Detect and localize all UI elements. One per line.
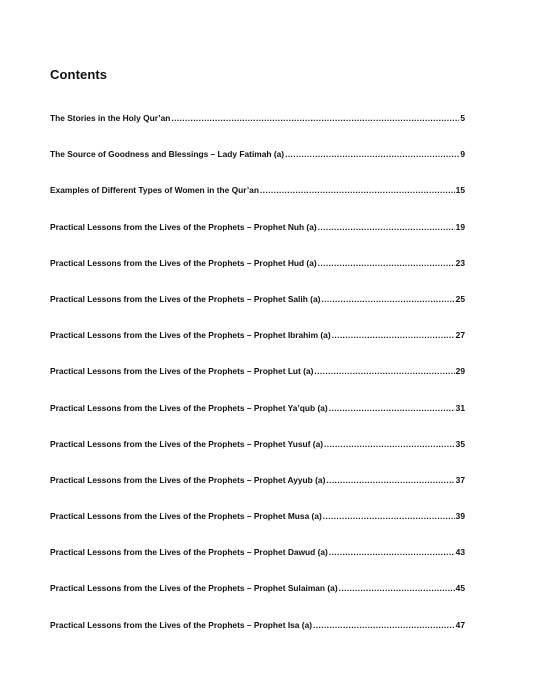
toc-page-number: 31 <box>455 402 465 413</box>
toc-page-number: 23 <box>455 257 465 268</box>
toc-page-number: 37 <box>455 474 465 485</box>
toc-entry-title: Practical Lessons from the Lives of the Prophets – Prophet Isa (a) <box>50 619 313 630</box>
toc-entry-title: Practical Lessons from the Lives of the Prophets – Prophet Musa (a) <box>50 511 322 522</box>
contents-heading: Contents <box>50 67 108 82</box>
toc-page-number: 35 <box>455 438 465 449</box>
toc-entry-title: Practical Lessons from the Lives of the Prophets – Prophet Dawud (a) <box>50 547 328 558</box>
toc-entry[interactable] <box>50 294 465 330</box>
toc-entry-title: Practical Lessons from the Lives of the Prophets – Prophet Hud (a) <box>50 257 317 268</box>
toc-dot-leader <box>332 330 455 340</box>
toc-entry-title: The Source of Goodness and Blessings – Lady Fatimah (a) <box>50 149 285 160</box>
toc-entry-title: Practical Lessons from the Lives of the Prophets – Prophet Sulaiman (a) <box>50 583 338 594</box>
toc-entry[interactable] <box>50 366 465 402</box>
toc-dot-leader <box>326 475 454 485</box>
toc-dot-leader <box>313 620 455 630</box>
toc-page-number: 9 <box>460 149 465 160</box>
toc-page-number: 29 <box>455 366 465 377</box>
toc-entry-title: Practical Lessons from the Lives of the Prophets – Prophet Ibrahim (a) <box>50 330 331 341</box>
toc-dot-leader <box>318 258 455 268</box>
toc-dot-leader <box>285 149 459 159</box>
toc-entry[interactable] <box>50 185 465 221</box>
toc-dot-leader <box>323 511 455 521</box>
toc-dot-leader <box>329 547 455 557</box>
toc-page-number: 45 <box>455 583 465 594</box>
toc-page-number: 25 <box>455 293 465 304</box>
toc-entry-title: Practical Lessons from the Lives of the Prophets – Prophet Yusuf (a) <box>50 438 324 449</box>
toc-page-number: 5 <box>460 113 465 123</box>
toc-page-number: 43 <box>455 547 465 558</box>
toc-entry-title: The Stories in the Holy Qur’an <box>50 113 171 123</box>
toc-entry[interactable] <box>50 222 465 258</box>
toc-entry-title: Practical Lessons from the Lives of the Prophets – Prophet Ayyub (a) <box>50 474 326 485</box>
toc-page-number: 47 <box>455 619 465 630</box>
table-of-contents <box>50 113 465 656</box>
toc-entry-title: Practical Lessons from the Lives of the Prophets – Prophet Salih (a) <box>50 293 321 304</box>
toc-dot-leader <box>329 403 455 413</box>
toc-dot-leader <box>314 366 454 376</box>
toc-entry[interactable] <box>50 620 465 656</box>
toc-dot-leader <box>324 439 455 449</box>
toc-entry[interactable] <box>50 511 465 547</box>
toc-page-number: 27 <box>455 330 465 341</box>
toc-entry[interactable] <box>50 439 465 475</box>
toc-page-number: 15 <box>455 185 465 196</box>
toc-entry[interactable] <box>50 149 465 185</box>
toc-dot-leader <box>171 113 459 123</box>
toc-entry-title: Practical Lessons from the Lives of the Prophets – Prophet Lut (a) <box>50 366 314 377</box>
toc-dot-leader <box>321 294 454 304</box>
toc-entry[interactable] <box>50 583 465 619</box>
toc-dot-leader <box>339 583 455 593</box>
toc-dot-leader <box>260 185 455 195</box>
toc-entry[interactable] <box>50 547 465 583</box>
toc-entry[interactable] <box>50 330 465 366</box>
toc-entry[interactable] <box>50 403 465 439</box>
toc-entry[interactable] <box>50 475 465 511</box>
toc-entry-title: Examples of Different Types of Women in the Qur’an <box>50 185 259 196</box>
toc-entry[interactable] <box>50 258 465 294</box>
toc-entry[interactable] <box>50 113 465 149</box>
toc-entry-title: Practical Lessons from the Lives of the Prophets – Prophet Nuh (a) <box>50 221 317 232</box>
toc-page-number: 19 <box>455 221 465 232</box>
toc-dot-leader <box>318 222 455 232</box>
toc-entry-title: Practical Lessons from the Lives of the Prophets – Prophet Ya’qub (a) <box>50 402 328 413</box>
toc-page-number: 39 <box>455 511 465 522</box>
